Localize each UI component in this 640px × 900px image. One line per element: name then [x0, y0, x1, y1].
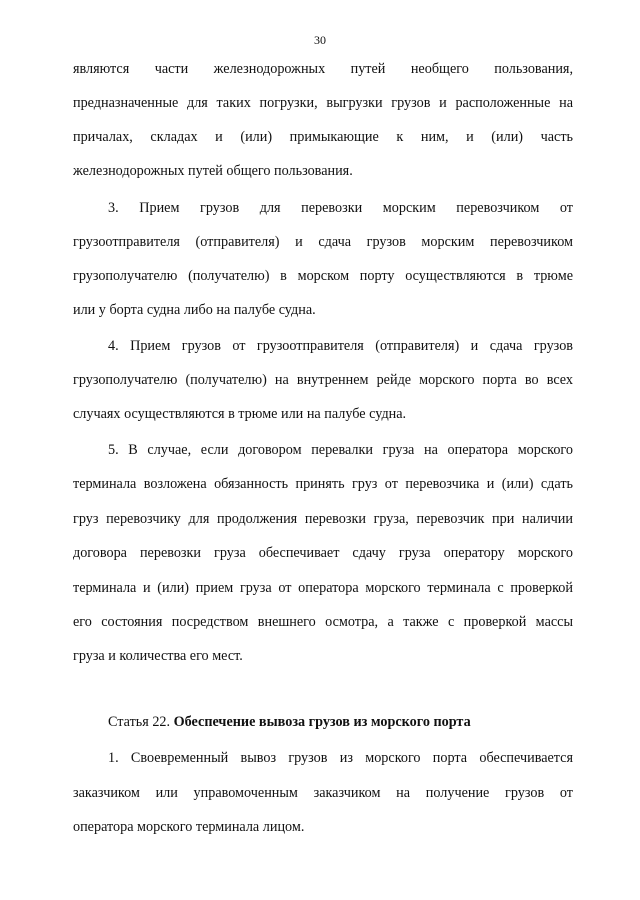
- paragraph-line: грузоотправителя (отправителя) и сдача грузов морским перевозчиком: [73, 234, 573, 250]
- paragraph-line: 5. В случае, если договором перевалки груза на оператора морского: [108, 442, 573, 458]
- article-title: Обеспечение вывоза грузов из морского порта: [173, 714, 471, 730]
- article-heading: [108, 713, 573, 731]
- paragraph-line: предназначенные для таких погрузки, выгрузки грузов и расположенные на: [73, 95, 573, 111]
- paragraph-line: терминала и (или) прием груза от оператора морского терминала с проверкой: [73, 580, 573, 596]
- paragraph-line: железнодорожных путей общего пользования.: [73, 163, 353, 179]
- paragraph-line: терминала возложена обязанность принять груз от перевозчика и (или) сдать: [73, 476, 573, 492]
- paragraph-line: или у борта судна либо на палубе судна.: [73, 302, 316, 318]
- paragraph-line: грузополучателю (получателю) в морском порту осуществляются в трюме: [73, 268, 573, 284]
- page-number: 30: [314, 33, 326, 47]
- paragraph-line: 1. Своевременный вывоз грузов из морского порта обеспечивается: [108, 750, 573, 766]
- paragraph-line: договора перевозки груза обеспечивает сдачу груза оператору морского: [73, 545, 573, 561]
- paragraph-line: 4. Прием грузов от грузоотправителя (отправителя) и сдача грузов: [108, 338, 573, 354]
- article-number: Статья 22.: [108, 714, 171, 730]
- paragraph-line: заказчиком или управомоченным заказчиком на получение грузов от: [73, 785, 573, 801]
- paragraph-line: его состояния посредством внешнего осмотра, а также с проверкой массы: [73, 614, 573, 630]
- paragraph-line: причалах, складах и (или) примыкающие к ним, и (или) часть: [73, 129, 573, 145]
- paragraph-line: грузополучателю (получателю) на внутреннем рейде морского порта во всех: [73, 372, 573, 388]
- paragraph-line: 3. Прием грузов для перевозки морским перевозчиком от: [108, 200, 573, 216]
- paragraph-line: груз перевозчику для продолжения перевозки груза, перевозчик при наличии: [73, 511, 573, 527]
- paragraph-line: груза и количества его мест.: [73, 648, 243, 664]
- paragraph-line: являются части железнодорожных путей необщего пользования,: [73, 61, 573, 77]
- paragraph-line: случаях осуществляются в трюме или на палубе судна.: [73, 406, 407, 422]
- paragraph-line: оператора морского терминала лицом.: [73, 819, 305, 835]
